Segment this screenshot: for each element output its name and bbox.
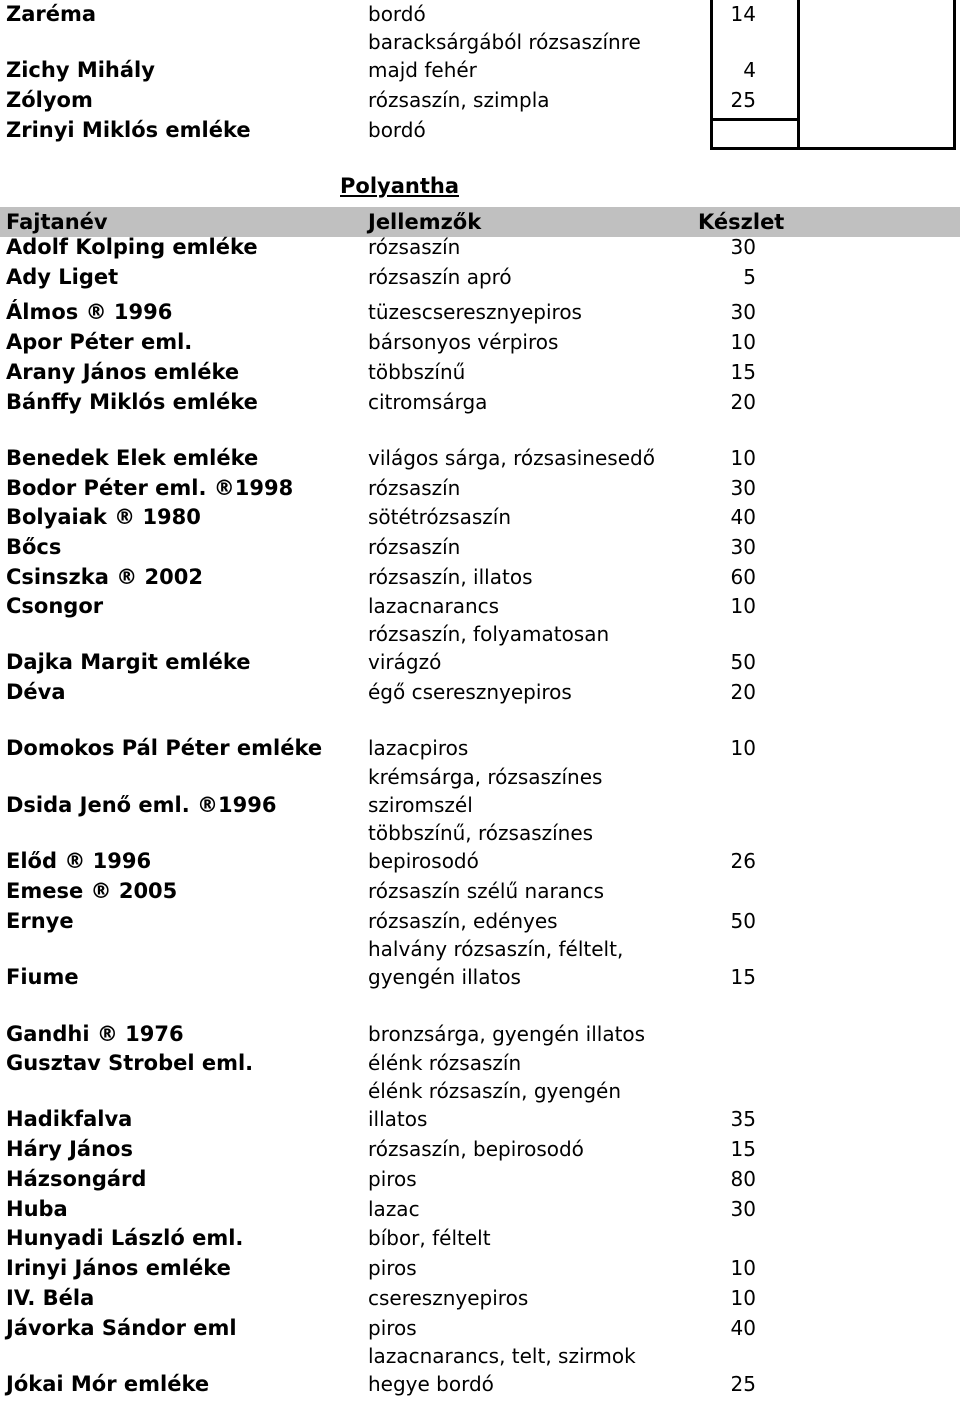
- variety-name: Zaréma: [6, 2, 97, 26]
- variety-description: bordó: [368, 118, 426, 142]
- stock-quantity: 30: [730, 535, 756, 559]
- variety-description: lazacpiros: [368, 736, 469, 760]
- variety-name: Emese ® 2005: [6, 879, 178, 903]
- table-row: [0, 907, 960, 937]
- table-row: [0, 1284, 960, 1314]
- grid-line: [710, 147, 956, 150]
- variety-description: lazacnarancs: [368, 594, 500, 618]
- stock-quantity: 25: [730, 88, 756, 112]
- variety-name: Előd ® 1996: [6, 849, 152, 873]
- table-row: [0, 1079, 960, 1135]
- variety-name: Bőcs: [6, 535, 62, 559]
- stock-quantity: 14: [730, 2, 756, 26]
- table-row: [0, 503, 960, 533]
- variety-name: Adolf Kolping emléke: [6, 235, 258, 259]
- variety-description: többszínű: [368, 360, 466, 384]
- table-row: [0, 563, 960, 593]
- column-header-name: Fajtanév: [6, 210, 108, 234]
- stock-quantity: 25: [730, 1372, 756, 1396]
- variety-name: Irinyi János emléke: [6, 1256, 231, 1280]
- variety-name: Hunyadi László eml.: [6, 1226, 244, 1250]
- variety-description: többszínű, rózsaszínes bepirosodó: [368, 821, 594, 873]
- variety-name: Csinszka ® 2002: [6, 565, 203, 589]
- variety-name: Benedek Elek emléke: [6, 446, 259, 470]
- variety-description: rózsaszín, szimpla: [368, 88, 550, 112]
- variety-name: Zichy Mihály: [6, 58, 155, 82]
- stock-quantity: 10: [730, 1256, 756, 1280]
- variety-description: világos sárga, rózsasinesedő: [368, 446, 655, 470]
- variety-name: Gusztav Strobel eml.: [6, 1051, 254, 1075]
- variety-name: Bolyaiak ® 1980: [6, 505, 201, 529]
- variety-description: égő cseresznyepiros: [368, 680, 572, 704]
- table-row: [0, 877, 960, 907]
- variety-description: rózsaszín, illatos: [368, 565, 533, 589]
- table-row: [0, 328, 960, 358]
- variety-description: bordó: [368, 2, 426, 26]
- variety-name: Apor Péter eml.: [6, 330, 193, 354]
- stock-quantity: 50: [730, 650, 756, 674]
- variety-name: Déva: [6, 680, 66, 704]
- table-row: [0, 678, 960, 708]
- stock-quantity: 80: [730, 1167, 756, 1191]
- variety-name: Dsida Jenő eml. ®1996: [6, 793, 277, 817]
- stock-quantity: 20: [730, 390, 756, 414]
- stock-quantity: 10: [730, 330, 756, 354]
- variety-description: piros: [368, 1256, 417, 1280]
- table-row: [0, 474, 960, 504]
- variety-description: piros: [368, 1167, 417, 1191]
- variety-name: Jávorka Sándor eml: [6, 1316, 237, 1340]
- variety-name: Dajka Margit emléke: [6, 650, 251, 674]
- stock-quantity: 10: [730, 594, 756, 618]
- variety-name: Álmos ® 1996: [6, 300, 173, 324]
- stock-quantity: 40: [730, 505, 756, 529]
- table-row: [0, 821, 960, 877]
- table-row: [0, 1224, 960, 1254]
- variety-name: Csongor: [6, 594, 104, 618]
- table-row: [0, 622, 960, 678]
- table-row: [0, 116, 960, 146]
- variety-name: IV. Béla: [6, 1286, 95, 1310]
- stock-quantity: 15: [730, 360, 756, 384]
- table-row: [0, 1195, 960, 1225]
- stock-quantity: 10: [730, 1286, 756, 1310]
- variety-description: bársonyos vérpiros: [368, 330, 559, 354]
- stock-quantity: 60: [730, 565, 756, 589]
- variety-description: rózsaszín: [368, 476, 461, 500]
- table-row: [0, 358, 960, 388]
- stock-quantity: 50: [730, 909, 756, 933]
- variety-description: élénk rózsaszín: [368, 1051, 522, 1075]
- column-header-description: Jellemzők: [368, 210, 482, 234]
- stock-quantity: 15: [730, 1137, 756, 1161]
- variety-description: rózsaszín szélű narancs: [368, 879, 605, 903]
- variety-name: Fiume: [6, 965, 79, 989]
- variety-name: Huba: [6, 1197, 68, 1221]
- table-row: [0, 1344, 960, 1400]
- variety-description: bronzsárga, gyengén illatos: [368, 1022, 646, 1046]
- variety-description: rózsaszín, bepirosodó: [368, 1137, 584, 1161]
- table-row: [0, 444, 960, 474]
- stock-quantity: 5: [743, 265, 756, 289]
- variety-name: Arany János emléke: [6, 360, 240, 384]
- variety-description: rózsaszín apró: [368, 265, 512, 289]
- variety-name: Ady Liget: [6, 265, 119, 289]
- table-row: [0, 592, 960, 622]
- table-row: [0, 533, 960, 563]
- variety-description: sötétrózsaszín: [368, 505, 511, 529]
- table-row: [0, 1165, 960, 1195]
- section-title: Polyantha: [340, 174, 459, 198]
- stock-quantity: 26: [730, 849, 756, 873]
- stock-quantity: 30: [730, 1197, 756, 1221]
- table-row: [0, 1049, 960, 1079]
- variety-name: Házsongárd: [6, 1167, 147, 1191]
- variety-name: Ernye: [6, 909, 74, 933]
- table-row: [0, 233, 960, 263]
- variety-name: Gandhi ® 1976: [6, 1022, 184, 1046]
- stock-quantity: 40: [730, 1316, 756, 1340]
- table-row: [0, 263, 960, 293]
- table-row: [0, 30, 960, 86]
- variety-name: Domokos Pál Péter emléke: [6, 736, 323, 760]
- variety-name: Hadikfalva: [6, 1107, 133, 1131]
- table-row: [0, 1135, 960, 1165]
- stock-quantity: 10: [730, 736, 756, 760]
- variety-description: cseresznyepiros: [368, 1286, 529, 1310]
- variety-description: tüzescseresznyepiros: [368, 300, 582, 324]
- variety-description: élénk rózsaszín, gyengén illatos: [368, 1079, 622, 1131]
- table-row: [0, 0, 960, 30]
- table-row: [0, 765, 960, 821]
- table-row: [0, 86, 960, 116]
- stock-quantity: 20: [730, 680, 756, 704]
- stock-quantity: 30: [730, 300, 756, 324]
- stock-quantity: 15: [730, 965, 756, 989]
- table-row: [0, 388, 960, 418]
- variety-description: rózsaszín, folyamatosan virágzó: [368, 622, 610, 674]
- variety-name: Bodor Péter eml. ®1998: [6, 476, 294, 500]
- stock-quantity: 4: [743, 58, 756, 82]
- table-row: [0, 1314, 960, 1344]
- variety-name: Zrinyi Miklós emléke: [6, 118, 251, 142]
- stock-quantity: 30: [730, 235, 756, 259]
- stock-quantity: 10: [730, 446, 756, 470]
- variety-description: rózsaszín: [368, 235, 461, 259]
- column-header-stock: Készlet: [698, 210, 785, 234]
- stock-quantity: 30: [730, 476, 756, 500]
- variety-description: lazacnarancs, telt, szirmok hegye bordó: [368, 1344, 636, 1396]
- stock-quantity: 35: [730, 1107, 756, 1131]
- table-row: [0, 1254, 960, 1284]
- variety-description: halvány rózsaszín, féltelt, gyengén illatos: [368, 937, 624, 989]
- table-row: [0, 937, 960, 993]
- table-row: [0, 1020, 960, 1050]
- variety-description: citromsárga: [368, 390, 488, 414]
- variety-description: piros: [368, 1316, 417, 1340]
- variety-description: krémsárga, rózsaszínes sziromszél: [368, 765, 603, 817]
- variety-description: lazac: [368, 1197, 420, 1221]
- variety-description: bíbor, féltelt: [368, 1226, 491, 1250]
- variety-description: rózsaszín: [368, 535, 461, 559]
- variety-name: Bánffy Miklós emléke: [6, 390, 258, 414]
- variety-description: baracksárgából rózsaszínre majd fehér: [368, 30, 641, 82]
- table-row: [0, 298, 960, 328]
- variety-description: rózsaszín, edényes: [368, 909, 558, 933]
- variety-name: Jókai Mór emléke: [6, 1372, 210, 1396]
- variety-name: Zólyom: [6, 88, 93, 112]
- table-row: [0, 734, 960, 764]
- variety-name: Háry János: [6, 1137, 133, 1161]
